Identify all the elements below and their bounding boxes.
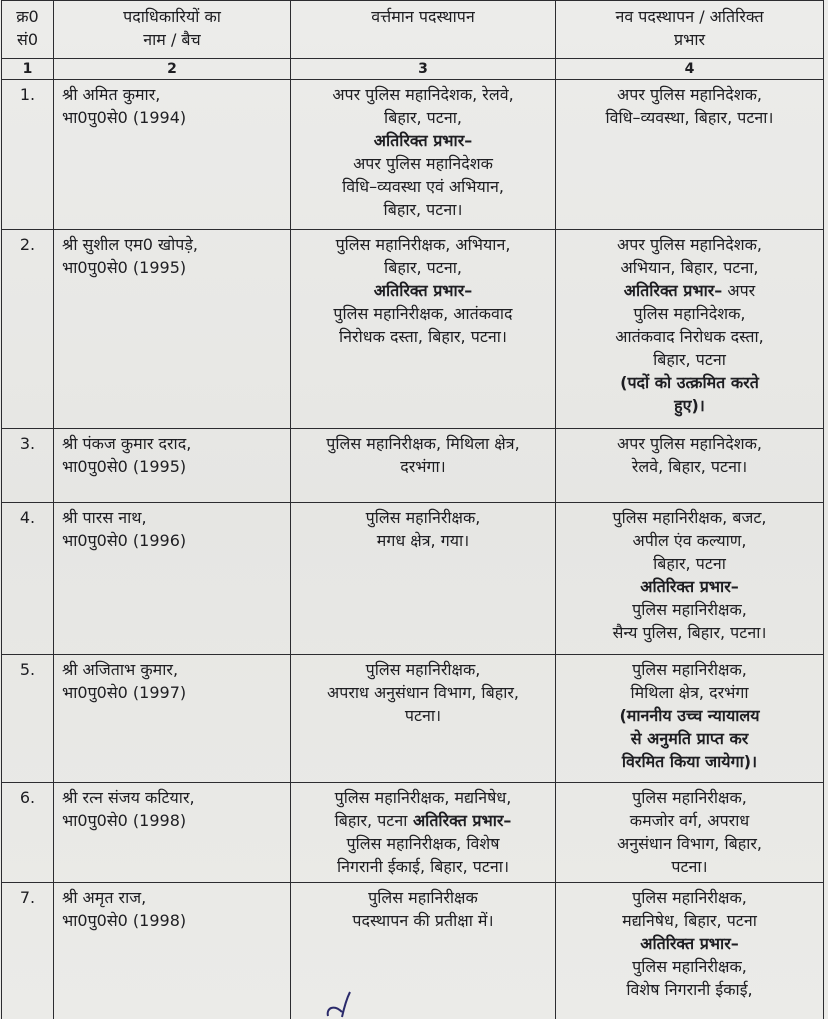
posting-line bbox=[562, 83, 817, 106]
posting-text: पुलिस महानिरीक्षक, आतंकवाद bbox=[333, 304, 513, 323]
posting-line bbox=[562, 302, 817, 325]
posting-line bbox=[562, 621, 817, 644]
posting-text: पुलिस महानिरीक्षक, विशेष bbox=[346, 834, 500, 853]
posting-line bbox=[297, 681, 549, 704]
posting-text: कमजोर वर्ग, अपराध bbox=[629, 811, 750, 830]
posting-line bbox=[562, 978, 817, 1001]
posting-text: मद्यनिषेध, बिहार, पटना bbox=[622, 911, 757, 930]
serial-number: 1. bbox=[2, 80, 54, 230]
posting-line bbox=[297, 786, 549, 809]
posting-text: बिहार, पटना। bbox=[383, 200, 463, 219]
table-row bbox=[2, 230, 824, 429]
posting-line bbox=[562, 786, 817, 809]
officer-batch: भा0पु0से0 (1994) bbox=[62, 108, 187, 127]
posting-line bbox=[562, 256, 817, 279]
posting-line bbox=[562, 932, 817, 955]
new-posting-cell bbox=[556, 503, 824, 655]
posting-suffix-bold: अतिरिक्त प्रभार– bbox=[407, 811, 512, 830]
posting-text: अभियान, बिहार, पटना, bbox=[620, 258, 759, 277]
posting-line bbox=[562, 598, 817, 621]
posting-line bbox=[562, 909, 817, 932]
posting-text: अपर पुलिस महानिदेशक, bbox=[617, 85, 762, 104]
serial-number: 3. bbox=[2, 429, 54, 503]
posting-text: पुलिस महानिदेशक, bbox=[633, 304, 746, 323]
posting-line bbox=[562, 371, 817, 394]
posting-text: अपील एंव कल्याण, bbox=[632, 531, 747, 550]
posting-text: अतिरिक्त प्रभार– bbox=[640, 934, 739, 953]
posting-line bbox=[562, 529, 817, 552]
new-posting-cell bbox=[556, 429, 824, 503]
posting-line bbox=[297, 152, 549, 175]
header-current-posting: वर्त्तमान पदस्थापन bbox=[291, 1, 556, 59]
serial-number: 5. bbox=[2, 655, 54, 783]
posting-text: रेलवे, बिहार, पटना। bbox=[631, 457, 748, 476]
posting-line bbox=[562, 727, 817, 750]
officer-batch: भा0पु0से0 (1998) bbox=[62, 811, 187, 830]
officer-cell bbox=[54, 429, 291, 503]
officer-name: श्री अमित कुमार, bbox=[62, 85, 161, 104]
officer-cell bbox=[54, 783, 291, 883]
posting-line bbox=[562, 233, 817, 256]
officer-cell bbox=[54, 655, 291, 783]
serial-number: 4. bbox=[2, 503, 54, 655]
posting-text: पुलिस महानिरीक्षक, बजट, bbox=[612, 508, 767, 527]
column-number-row bbox=[2, 59, 824, 80]
posting-line bbox=[297, 909, 549, 932]
posting-text: पुलिस महानिरीक्षक bbox=[368, 888, 478, 907]
current-posting-cell bbox=[291, 429, 556, 503]
posting-text: विधि–व्यवस्था एवं अभियान, bbox=[342, 177, 504, 196]
officer-name: श्री पंकज कुमार दराद, bbox=[62, 434, 192, 453]
posting-line bbox=[297, 302, 549, 325]
posting-text: अपर पुलिस महानिदेशक, bbox=[617, 235, 762, 254]
posting-line bbox=[297, 175, 549, 198]
posting-text: पुलिस महानिरीक्षक, मद्यनिषेध, bbox=[334, 788, 512, 807]
current-posting-cell bbox=[291, 503, 556, 655]
posting-text: (माननीय उच्च न्यायालय bbox=[619, 706, 760, 725]
table-row bbox=[2, 80, 824, 230]
posting-line bbox=[562, 704, 817, 727]
table-row bbox=[2, 655, 824, 783]
posting-line bbox=[297, 529, 549, 552]
posting-line bbox=[297, 886, 549, 909]
posting-text: अपर पुलिस महानिदेशक, bbox=[617, 434, 762, 453]
posting-text: बिहार, पटना bbox=[334, 811, 408, 830]
posting-line bbox=[297, 432, 549, 455]
posting-text: अतिरिक्त प्रभार– bbox=[640, 577, 739, 596]
posting-line bbox=[297, 832, 549, 855]
officer-batch: भा0पु0से0 (1996) bbox=[62, 531, 187, 550]
new-posting-cell bbox=[556, 783, 824, 883]
posting-text: बिहार, पटना bbox=[653, 350, 726, 369]
new-posting-cell bbox=[556, 230, 824, 429]
posting-line bbox=[562, 506, 817, 529]
posting-line bbox=[297, 129, 549, 152]
officer-name: श्री सुशील एम0 खोपड़े, bbox=[62, 235, 198, 254]
posting-text: मिथिला क्षेत्र, दरभंगा bbox=[630, 683, 749, 702]
posting-line bbox=[297, 279, 549, 302]
header-serial: क्र0 सं0 bbox=[2, 1, 54, 59]
posting-text: निरोधक दस्ता, बिहार, पटना। bbox=[339, 327, 507, 346]
column-number: 1 bbox=[2, 59, 54, 80]
posting-line bbox=[562, 809, 817, 832]
officer-name: श्री अजिताभ कुमार, bbox=[62, 660, 179, 679]
posting-text: अतिरिक्त प्रभार– bbox=[623, 281, 723, 300]
posting-text: पटना। bbox=[404, 706, 442, 725]
current-posting-cell bbox=[291, 783, 556, 883]
serial-number: 7. bbox=[2, 883, 54, 1019]
posting-line bbox=[297, 809, 549, 832]
column-number: 3 bbox=[291, 59, 556, 80]
posting-line bbox=[297, 83, 549, 106]
posting-line bbox=[562, 955, 817, 978]
posting-text: अपर पुलिस महानिदेशक bbox=[353, 154, 493, 173]
new-posting-cell bbox=[556, 80, 824, 230]
posting-table bbox=[1, 0, 824, 1019]
posting-text: अतिरिक्त प्रभार– bbox=[373, 281, 473, 300]
posting-line bbox=[562, 325, 817, 348]
posting-line bbox=[562, 658, 817, 681]
serial-number: 2. bbox=[2, 230, 54, 429]
posting-line bbox=[562, 552, 817, 575]
posting-text: पुलिस महानिरीक्षक, bbox=[365, 508, 481, 527]
posting-line bbox=[562, 455, 817, 478]
posting-line bbox=[562, 575, 817, 598]
header-new-posting: नव पदस्थापन / अतिरिक्त प्रभार bbox=[556, 1, 824, 59]
posting-text: मगध क्षेत्र, गया। bbox=[376, 531, 470, 550]
posting-text: विशेष निगरानी ईकाई, bbox=[626, 980, 753, 999]
posting-line bbox=[297, 325, 549, 348]
new-posting-cell bbox=[556, 655, 824, 783]
posting-text: पुलिस महानिरीक्षक, bbox=[632, 600, 747, 619]
table-row bbox=[2, 883, 824, 1019]
posting-text: पुलिस महानिरीक्षक, bbox=[632, 660, 747, 679]
table-body bbox=[2, 80, 824, 1019]
posting-suffix: अपर bbox=[722, 281, 756, 300]
officer-batch: भा0पु0से0 (1995) bbox=[62, 258, 187, 277]
posting-line bbox=[297, 658, 549, 681]
posting-line bbox=[562, 106, 817, 129]
column-number: 2 bbox=[54, 59, 291, 80]
posting-text: हुए)। bbox=[674, 396, 705, 415]
posting-text: पुलिस महानिरीक्षक, bbox=[632, 888, 747, 907]
posting-text: विधि–व्यवस्था, बिहार, पटना। bbox=[605, 108, 774, 127]
table-row bbox=[2, 783, 824, 883]
posting-line bbox=[297, 506, 549, 529]
posting-line bbox=[562, 855, 817, 878]
posting-text: अपराध अनुसंधान विभाग, बिहार, bbox=[327, 683, 519, 702]
officer-batch: भा0पु0से0 (1997) bbox=[62, 683, 187, 702]
posting-text: (पदों को उत्क्रमित करते bbox=[620, 373, 759, 392]
current-posting-cell bbox=[291, 80, 556, 230]
new-posting-cell bbox=[556, 883, 824, 1019]
posting-line bbox=[297, 855, 549, 878]
posting-line bbox=[297, 233, 549, 256]
posting-text: सैन्य पुलिस, बिहार, पटना। bbox=[612, 623, 767, 642]
officer-batch: भा0पु0से0 (1998) bbox=[62, 911, 187, 930]
posting-text: से अनुमति प्राप्त कर bbox=[630, 729, 749, 748]
posting-text: पुलिस महानिरीक्षक, bbox=[365, 660, 481, 679]
posting-text: आतंकवाद निरोधक दस्ता, bbox=[615, 327, 764, 346]
posting-line bbox=[562, 348, 817, 371]
posting-line bbox=[297, 455, 549, 478]
header-row bbox=[2, 1, 824, 59]
posting-text: निगरानी ईकाई, बिहार, पटना। bbox=[336, 857, 510, 876]
posting-line bbox=[562, 886, 817, 909]
posting-text: अपर पुलिस महानिदेशक, रेलवे, bbox=[332, 85, 514, 104]
posting-text: पुलिस महानिरीक्षक, मिथिला क्षेत्र, bbox=[326, 434, 520, 453]
officer-cell bbox=[54, 503, 291, 655]
posting-text: बिहार, पटना, bbox=[384, 258, 462, 277]
posting-text: पटना। bbox=[671, 857, 708, 876]
current-posting-cell bbox=[291, 655, 556, 783]
serial-number: 6. bbox=[2, 783, 54, 883]
posting-line bbox=[562, 832, 817, 855]
header-officer-name: पदाधिकारियों का नाम / बैच bbox=[54, 1, 291, 59]
table-row bbox=[2, 503, 824, 655]
posting-text: बिहार, पटना bbox=[653, 554, 726, 573]
posting-line bbox=[297, 256, 549, 279]
posting-text: दरभंगा। bbox=[400, 457, 446, 476]
current-posting-cell bbox=[291, 230, 556, 429]
officer-name: श्री रत्न संजय कटियार, bbox=[62, 788, 195, 807]
posting-text: पुलिस महानिरीक्षक, अभियान, bbox=[335, 235, 511, 254]
posting-text: विरमित किया जायेगा)। bbox=[621, 752, 758, 771]
posting-text: अनुसंधान विभाग, बिहार, bbox=[616, 834, 763, 853]
posting-text: पुलिस महानिरीक्षक, bbox=[632, 957, 747, 976]
officer-cell bbox=[54, 230, 291, 429]
posting-text: पदस्थापन की प्रतीक्षा में। bbox=[352, 911, 494, 930]
posting-text: अतिरिक्त प्रभार– bbox=[373, 131, 473, 150]
officer-batch: भा0पु0से0 (1995) bbox=[62, 457, 187, 476]
posting-line bbox=[562, 681, 817, 704]
posting-line bbox=[297, 106, 549, 129]
officer-cell bbox=[54, 883, 291, 1019]
posting-line bbox=[562, 394, 817, 417]
posting-line bbox=[562, 750, 817, 773]
table-row bbox=[2, 429, 824, 503]
posting-text: बिहार, पटना, bbox=[384, 108, 462, 127]
posting-line bbox=[562, 432, 817, 455]
posting-line bbox=[297, 704, 549, 727]
posting-line bbox=[562, 279, 817, 302]
signature-mark bbox=[320, 990, 360, 1019]
officer-name: श्री अमृत राज, bbox=[62, 888, 147, 907]
officer-name: श्री पारस नाथ, bbox=[62, 508, 147, 527]
officer-cell bbox=[54, 80, 291, 230]
posting-text: पुलिस महानिरीक्षक, bbox=[632, 788, 747, 807]
column-number: 4 bbox=[556, 59, 824, 80]
posting-line bbox=[297, 198, 549, 221]
